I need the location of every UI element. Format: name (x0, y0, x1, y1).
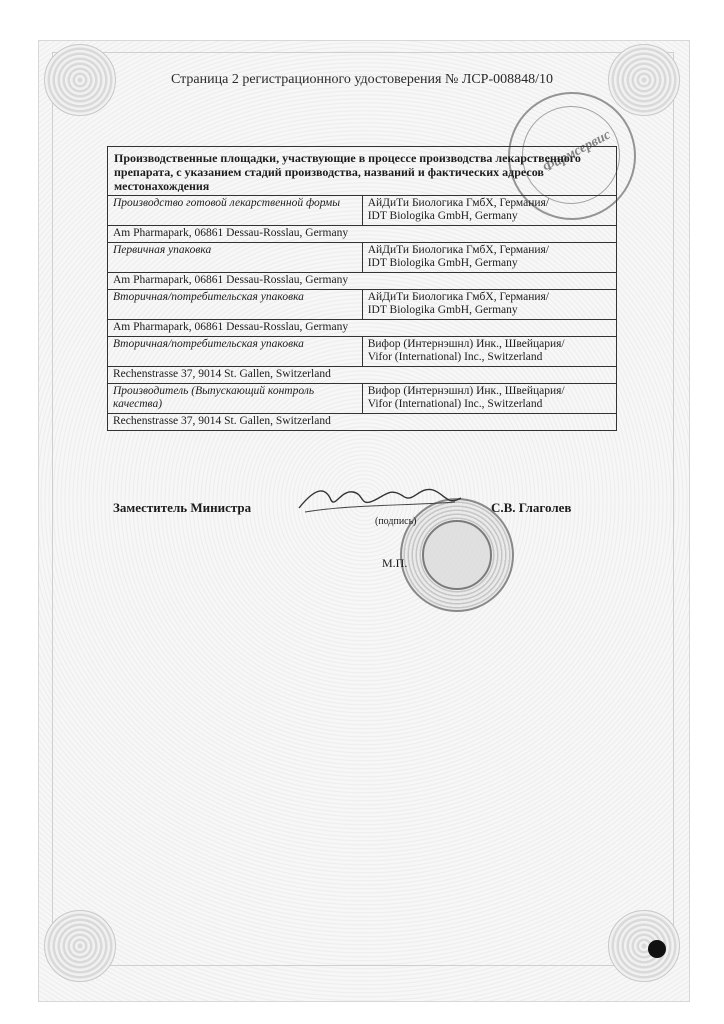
organization-cell (362, 337, 616, 367)
organization-cell (362, 196, 616, 226)
manufacturing-sites-table (107, 146, 617, 431)
organization-name-en: Vifor (International) Inc., Switzerland (367, 351, 543, 363)
table-row (108, 320, 617, 337)
organization-name-ru: АйДиТи Биологика ГмбХ, Германия/ (367, 244, 549, 256)
address-cell: Am Pharmapark, 06861 Dessau-Rosslau, Germany (108, 320, 617, 337)
organization-name-en: IDT Biologika GmbH, Germany (367, 210, 518, 222)
organization-name-en: IDT Biologika GmbH, Germany (367, 304, 518, 316)
table-row (108, 243, 617, 273)
table-row (108, 196, 617, 226)
organization-name-ru: Вифор (Интернэшнл) Инк., Швейцария/ (367, 385, 565, 397)
table-row (108, 337, 617, 367)
address-cell: Rechenstrasse 37, 9014 St. Gallen, Switzerland (108, 367, 617, 384)
organization-name-ru: АйДиТи Биологика ГмбХ, Германия/ (367, 291, 549, 303)
stage-cell: Первичная упаковка (108, 243, 363, 273)
organization-cell (362, 384, 616, 414)
organization-cell (362, 290, 616, 320)
table-row (108, 290, 617, 320)
signer-name: С.В. Глаголев (491, 500, 572, 515)
table-row (108, 414, 617, 431)
seal-place-label: М.П. (382, 556, 408, 570)
table-row (108, 273, 617, 290)
company-stamp-brand: Фармсервис (540, 127, 614, 176)
ministry-seal-emblem (422, 520, 492, 590)
organization-cell (362, 243, 616, 273)
table-row (108, 367, 617, 384)
organization-name-en: Vifor (International) Inc., Switzerland (367, 398, 543, 410)
address-cell: Am Pharmapark, 06861 Dessau-Rosslau, Germany (108, 273, 617, 290)
corner-rosette-bottom-right (608, 910, 680, 982)
address-cell: Rechenstrasse 37, 9014 St. Gallen, Switzerland (108, 414, 617, 431)
address-cell: Am Pharmapark, 06861 Dessau-Rosslau, Germany (108, 226, 617, 243)
table-row (108, 384, 617, 414)
stage-cell: Вторичная/потребительская упаковка (108, 290, 363, 320)
table-row (108, 226, 617, 243)
organization-name-en: IDT Biologika GmbH, Germany (367, 257, 518, 269)
stage-cell: Вторичная/потребительская упаковка (108, 337, 363, 367)
punch-hole (648, 940, 666, 958)
signature-block (113, 500, 593, 530)
page-header: Страница 2 регистрационного удостоверения № ЛСР-008848/10 (170, 72, 554, 87)
signature-caption: (подпись) (375, 516, 417, 527)
signer-position: Заместитель Министра (113, 500, 252, 515)
organization-name-ru: Вифор (Интернэшнл) Инк., Швейцария/ (367, 338, 565, 350)
organization-name-ru: АйДиТи Биологика ГмбХ, Германия/ (367, 197, 549, 209)
stage-cell: Производство готовой лекарственной формы (108, 196, 363, 226)
table-heading: Производственные площадки, участвующие в процессе производства лекарственного препарата, с указанием стадий производства, названий и фактических адресов местонахождения (108, 147, 617, 196)
stage-cell: Производитель (Выпускающий контроль качества) (108, 384, 363, 414)
corner-rosette-bottom-left (44, 910, 116, 982)
